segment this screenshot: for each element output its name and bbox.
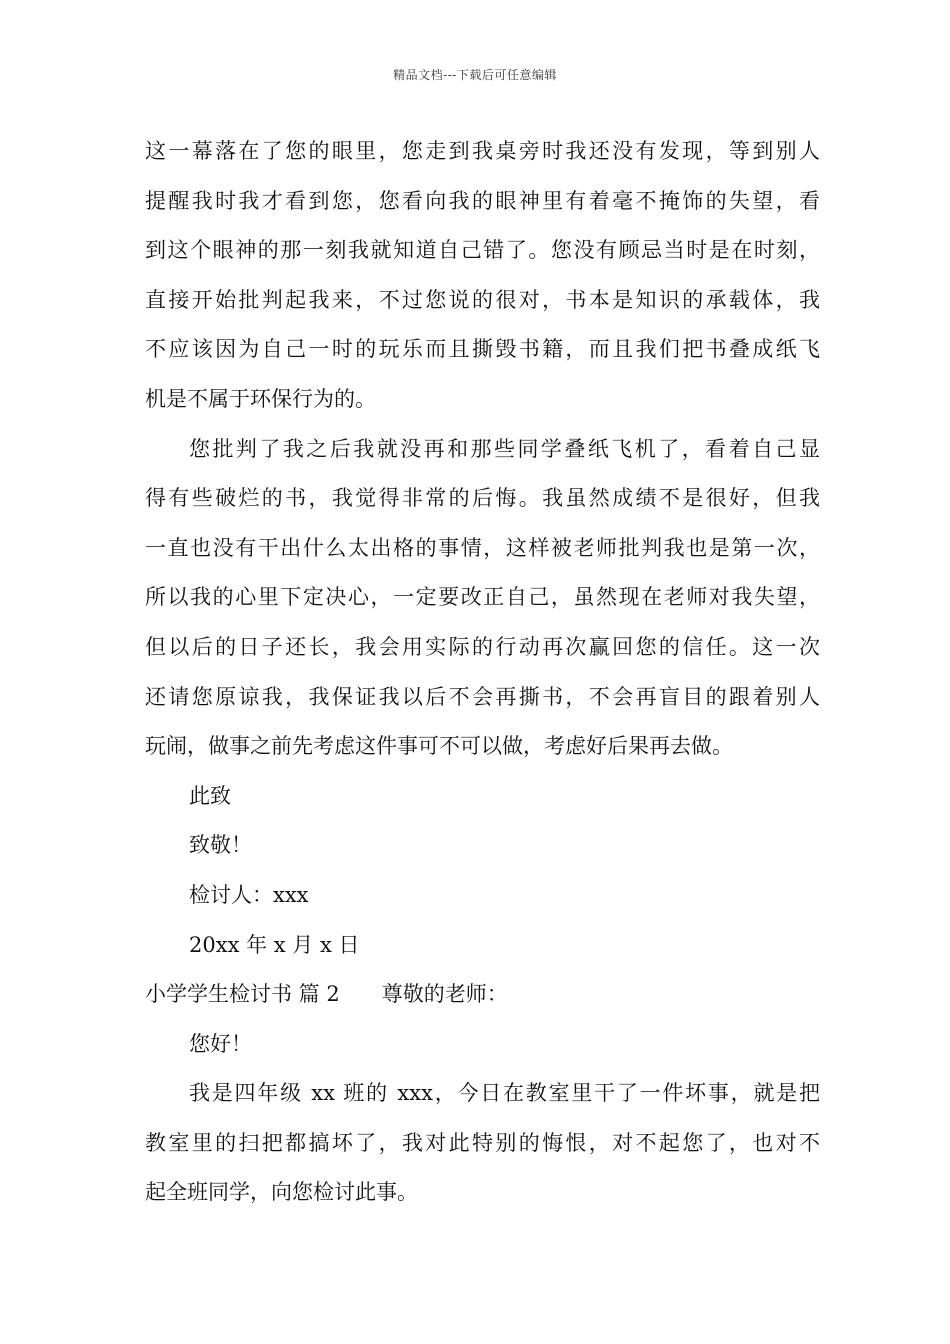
paragraph-1	[145, 127, 820, 425]
signer: 检讨人：xxx	[189, 882, 309, 907]
document-body	[145, 127, 820, 1218]
section-title: 小学学生检讨书 篇 2	[145, 982, 340, 1007]
text-line: 提醒我时我才看到您，您看向我的眼神里有着毫不掩饰的失望，看	[145, 188, 820, 213]
date: 20xx 年 x 月 x 日	[189, 932, 360, 957]
paragraph-3	[145, 1069, 820, 1218]
text-line: 得有些破烂的书，我觉得非常的后悔。我虽然成绩不是很好，但我	[145, 486, 820, 511]
section-2-heading	[145, 970, 820, 1020]
text-line: 起全班同学，向您检讨此事。	[145, 1180, 418, 1205]
text-line: 直接开始批判起我来，不过您说的很对，书本是知识的承载体，我	[145, 287, 820, 312]
text-line: 您批判了我之后我就没再和那些同学叠纸飞机了，看着自己显	[189, 436, 820, 461]
page-header: 精品文档---下载后可任意编辑	[393, 68, 557, 82]
paragraph-2	[145, 425, 820, 772]
text-line: 我是四年级 xx 班的 xxx，今日在教室里干了一件坏事，就是把	[189, 1081, 820, 1106]
text-line: 玩闹，做事之前先考虑这件事可不可以做，考虑好后果再去做。	[145, 734, 733, 759]
text-line: 所以我的心里下定决心，一定要改正自己，虽然现在老师对我失望，	[145, 585, 820, 610]
text-line: 但以后的日子还长，我会用实际的行动再次赢回您的信任。这一次	[145, 634, 820, 659]
text-line: 机是不属于环保行为的。	[145, 386, 376, 411]
text-line: 不应该因为自己一时的玩乐而且撕毁书籍，而且我们把书叠成纸飞	[145, 337, 820, 362]
closing-jingli: 致敬！	[189, 833, 252, 858]
closing-cizhi: 此致	[189, 783, 231, 808]
text-line: 这一幕落在了您的眼里，您走到我桌旁时我还没有发现，等到别人	[145, 139, 820, 163]
text-line: 还请您原谅我，我保证我以后不会再撕书，不会再盲目的跟着别人	[145, 684, 820, 709]
text-line: 一直也没有干出什么太出格的事情，这样被老师批判我也是第一次，	[145, 535, 820, 560]
text-line: 教室里的扫把都搞坏了，我对此特别的悔恨，对不起您了，也对不	[145, 1130, 820, 1155]
salutation: 尊敬的老师：	[381, 982, 508, 1007]
greeting: 您好！	[189, 1031, 252, 1056]
text-line: 到这个眼神的那一刻我就知道自己错了。您没有顾忌当时是在时刻，	[145, 238, 820, 263]
